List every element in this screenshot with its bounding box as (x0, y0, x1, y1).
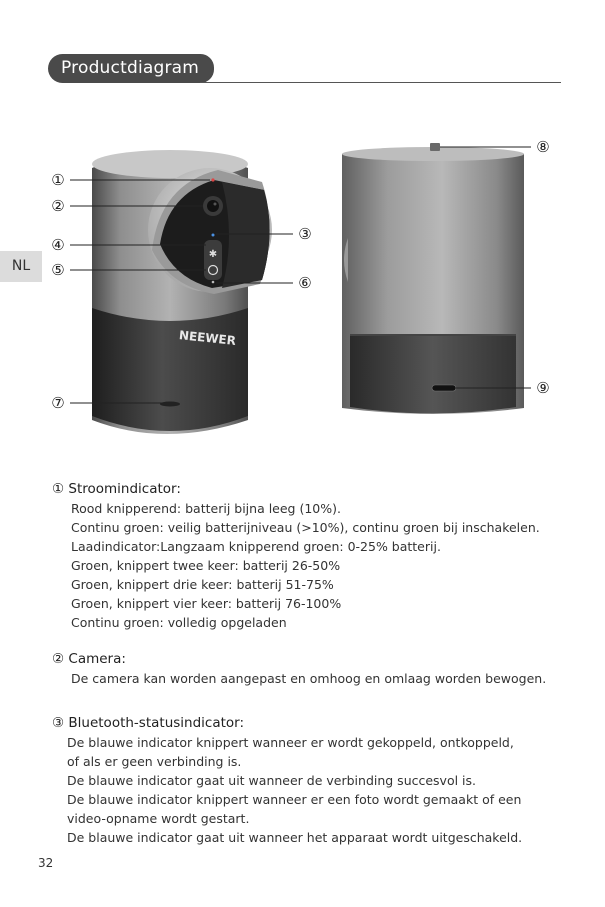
section-line: De blauwe indicator gaat uit wanneer de verbinding succesvol is. (67, 773, 477, 788)
camera-lens-icon (207, 200, 219, 212)
section-camera (52, 650, 592, 688)
section-line: Groen, knippert twee keer: batterij 26-50% (71, 558, 341, 573)
device-side-view (342, 143, 524, 414)
section-line: Groen, knippert vier keer: batterij 76-100% (71, 596, 342, 611)
callout-5: ⑤ (51, 261, 65, 279)
section-bluetooth-indicator (52, 714, 592, 847)
section-line: De camera kan worden aangepast en omhoog en omlaag worden bewogen. (71, 671, 547, 686)
callout-6: ⑥ (298, 274, 312, 292)
section-line: De blauwe indicator gaat uit wanneer het apparaat wordt uitgeschakeld. (67, 830, 523, 845)
section-line: Continu groen: volledig opgeladen (71, 615, 287, 630)
top-button-icon (430, 143, 440, 151)
brand-logo: NEEWER (178, 328, 237, 348)
device-front-view (92, 150, 272, 434)
section-line: De blauwe indicator knippert wanneer er een foto wordt gemaakt of een (67, 792, 522, 807)
callout-7: ⑦ (51, 394, 65, 412)
callout-8: ⑧ (536, 138, 550, 156)
callout-4: ④ (51, 236, 65, 254)
bluetooth-icon: ✱ (208, 249, 218, 260)
page-number: 32 (38, 856, 54, 870)
callout-3: ③ (298, 225, 312, 243)
usb-c-port-icon (432, 385, 456, 391)
section-line: De blauwe indicator knippert wanneer er wordt gekoppeld, ontkoppeld, (67, 735, 514, 750)
section-heading: ② Camera: (52, 651, 126, 667)
bluetooth-led-icon (212, 234, 215, 237)
section-heading: ① Stroomindicator: (52, 481, 181, 497)
callout-9: ⑨ (536, 379, 550, 397)
section-line: Groen, knippert drie keer: batterij 51-75% (71, 577, 334, 592)
section-line: of als er geen verbinding is. (67, 754, 242, 769)
power-led-icon (211, 178, 214, 181)
section-line: Rood knipperend: batterij bijna leeg (10%). (71, 501, 341, 516)
section-line: Continu groen: veilig batterijniveau (>10%), continu groen bij inschakelen. (71, 520, 540, 535)
callout-1: ① (51, 171, 65, 189)
section-title: Productdiagram (48, 54, 214, 83)
section-heading: ③ Bluetooth-statusindicator: (52, 715, 245, 731)
section-power-indicator (52, 480, 592, 632)
section-line: video-opname wordt gestart. (67, 811, 250, 826)
callout-2: ② (51, 197, 65, 215)
mount-hole-icon (160, 402, 180, 407)
language-tab: NL (0, 251, 42, 282)
section-line: Laadindicator:Langzaam knipperend groen: 0-25% batterij. (71, 539, 441, 554)
